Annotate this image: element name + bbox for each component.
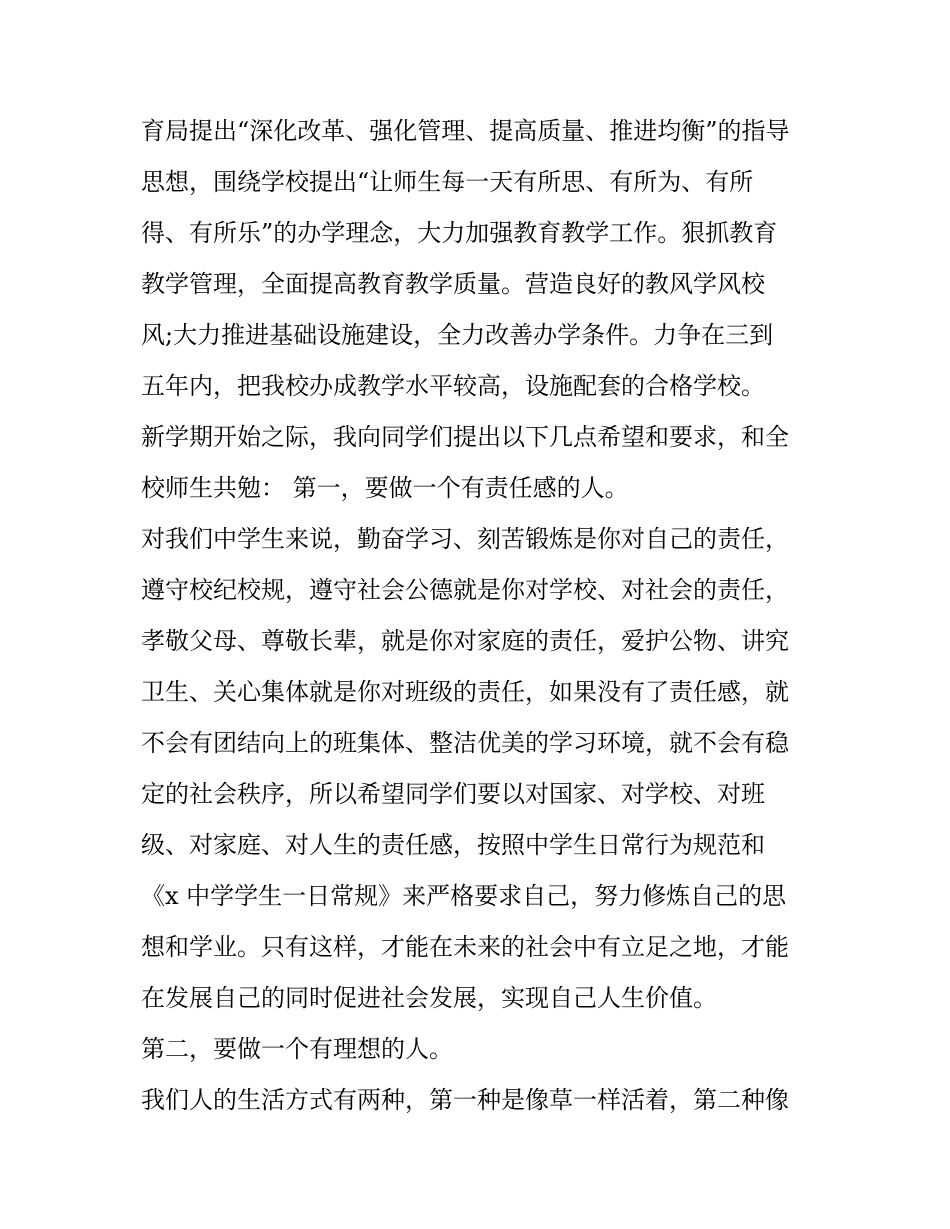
text-line-8: 校师生共勉： 第一，要做一个有责任感的人。 — [141, 474, 629, 502]
text-line-10: 遵守校纪校规，遵守社会公德就是你对学校、对社会的责任， — [141, 576, 789, 604]
text-line-4: 教学管理，全面提高教育教学质量。营造良好的教风学风校 — [141, 270, 765, 298]
text-line-6: 五年内，把我校办成教学水平较高，设施配套的合格学校。 — [141, 372, 765, 400]
text-line-9: 对我们中学生来说，勤奋学习、刻苦锻炼是你对自己的责任， — [141, 525, 789, 553]
text-line-20: 我们人的生活方式有两种，第一种是像草一样活着，第二种像 — [141, 1086, 789, 1114]
text-line-2: 思想，围绕学校提出“让师生每一天有所思、有所为、有所 — [141, 168, 754, 196]
text-line-5: 风;大力推进基础设施建设，全力改善办学条件。力争在三到 — [141, 321, 774, 349]
text-line-18: 在发展自己的同时促进社会发展，实现自己人生价值。 — [141, 984, 717, 1012]
text-line-19: 第二，要做一个有理想的人。 — [141, 1035, 453, 1063]
text-line-17: 想和学业。只有这样，才能在未来的社会中有立足之地，才能 — [141, 933, 789, 961]
text-line-14: 定的社会秩序，所以希望同学们要以对国家、对学校、对班 — [141, 780, 765, 808]
text-line-12: 卫生、关心集体就是你对班级的责任，如果没有了责任感，就 — [141, 678, 789, 706]
text-line-11: 孝敬父母、尊敬长辈，就是你对家庭的责任，爱护公物、讲究 — [141, 627, 789, 655]
body-text — [141, 106, 821, 1126]
text-line-16: 《x 中学学生一日常规》来严格要求自己，努力修炼自己的思 — [141, 882, 787, 910]
text-line-13: 不会有团结向上的班集体、整洁优美的学习环境，就不会有稳 — [141, 729, 789, 757]
text-line-15: 级、对家庭、对人生的责任感，按照中学生日常行为规范和 — [141, 831, 765, 859]
text-line-3: 得、有所乐”的办学理念，大力加强教育教学工作。狠抓教育 — [141, 219, 778, 247]
text-line-1: 育局提出“深化改革、强化管理、提高质量、推进均衡”的指导 — [141, 117, 790, 145]
text-line-7: 新学期开始之际，我向同学们提出以下几点希望和要求，和全 — [141, 423, 789, 451]
